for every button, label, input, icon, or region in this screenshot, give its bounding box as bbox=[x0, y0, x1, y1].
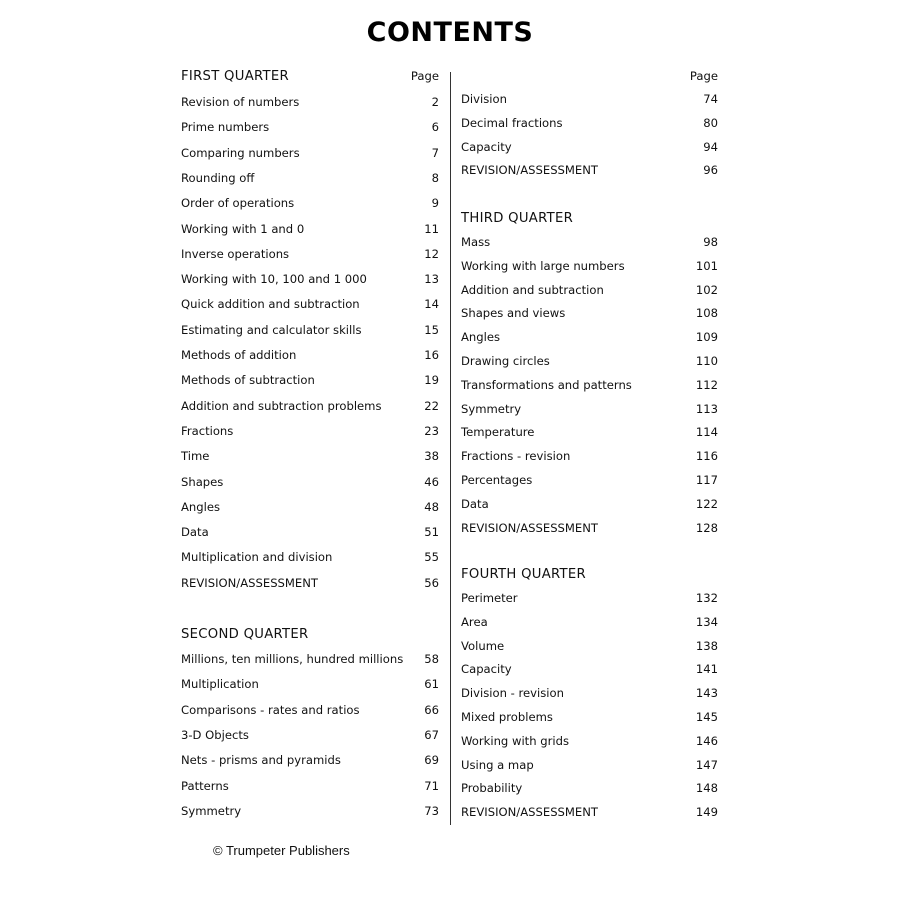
section-title: SECOND QUARTER bbox=[181, 626, 309, 642]
toc-entry-page: 66 bbox=[424, 702, 439, 717]
toc-entry-page: 73 bbox=[424, 803, 439, 818]
toc-entry-title: Shapes bbox=[181, 474, 224, 489]
toc-entry bbox=[181, 269, 439, 289]
toc-entry bbox=[181, 573, 439, 593]
toc-entry bbox=[181, 776, 439, 796]
toc-entry-page: 12 bbox=[424, 246, 439, 261]
toc-entry-page: 109 bbox=[695, 330, 718, 345]
toc-entry-title: Order of operations bbox=[181, 196, 295, 211]
toc-entry-title: Capacity bbox=[461, 139, 512, 154]
toc-entry-title: Multiplication and division bbox=[181, 550, 333, 565]
toc-entry-page: 48 bbox=[424, 499, 439, 514]
toc-entry bbox=[181, 92, 439, 112]
toc-entry bbox=[181, 143, 439, 163]
toc-entry-title: Methods of addition bbox=[181, 348, 297, 362]
toc-entry bbox=[461, 446, 718, 466]
toc-entry bbox=[461, 375, 718, 395]
toc-entry bbox=[461, 731, 718, 751]
toc-entry-title: REVISION/ASSESSMENT bbox=[461, 520, 598, 535]
page-column-header: Page bbox=[410, 69, 439, 83]
toc-entry bbox=[181, 193, 439, 213]
toc-entry-title: Comparisons - rates and ratios bbox=[181, 702, 360, 717]
toc-entry bbox=[461, 399, 718, 419]
toc-entry bbox=[181, 117, 439, 137]
toc-entry bbox=[181, 168, 439, 188]
page-column-header: Page bbox=[689, 69, 718, 83]
toc-entry bbox=[181, 446, 439, 466]
toc-entry-title: Revision of numbers bbox=[181, 95, 300, 109]
toc-entry-page: 69 bbox=[424, 753, 439, 768]
toc-entry-page: 113 bbox=[695, 401, 718, 416]
section-title: FOURTH QUARTER bbox=[461, 566, 586, 582]
toc-entry-title: REVISION/ASSESSMENT bbox=[461, 805, 598, 820]
toc-entry-title: Fractions - revision bbox=[461, 449, 571, 464]
section-heading-first-quarter bbox=[181, 66, 439, 86]
toc-entry bbox=[461, 327, 718, 347]
toc-entry bbox=[461, 422, 718, 442]
toc-entry-page: 16 bbox=[424, 348, 439, 362]
toc-entry-page: 146 bbox=[695, 733, 718, 748]
toc-entry-title: Comparing numbers bbox=[181, 145, 300, 160]
toc-entry-title: Using a map bbox=[461, 757, 534, 772]
page-title: CONTENTS bbox=[366, 17, 534, 48]
toc-entry-title: Angles bbox=[461, 330, 501, 345]
toc-entry bbox=[461, 588, 718, 608]
toc-entry-title: Multiplication bbox=[181, 677, 259, 692]
section-heading-fourth-quarter bbox=[461, 564, 718, 584]
toc-entry-title: Addition and subtraction bbox=[461, 282, 604, 297]
toc-entry-title: Division bbox=[461, 92, 507, 106]
toc-entry-page: 148 bbox=[695, 781, 718, 796]
toc-entry-page: 108 bbox=[695, 306, 718, 321]
toc-entry-page: 149 bbox=[695, 805, 718, 820]
toc-entry-page: 55 bbox=[424, 550, 439, 565]
toc-entry-page: 112 bbox=[695, 377, 718, 392]
toc-entry bbox=[461, 612, 718, 632]
toc-entry-title: Percentages bbox=[461, 473, 533, 487]
toc-entry-page: 61 bbox=[424, 677, 439, 692]
toc-entry-title: Millions, ten millions, hundred millions bbox=[181, 652, 404, 666]
toc-entry bbox=[461, 683, 718, 703]
toc-entry-title: Estimating and calculator skills bbox=[181, 322, 362, 337]
toc-entry-title: Working with large numbers bbox=[461, 258, 625, 273]
toc-entry-page: 56 bbox=[424, 575, 439, 590]
toc-entry-title: Addition and subtraction problems bbox=[181, 398, 382, 413]
toc-entry-page: 6 bbox=[431, 120, 439, 135]
toc-entry bbox=[181, 674, 439, 694]
toc-entry bbox=[181, 320, 439, 340]
toc-entry bbox=[181, 700, 439, 720]
toc-entry bbox=[181, 294, 439, 314]
toc-entry-title: Drawing circles bbox=[461, 354, 550, 368]
page-header-row bbox=[461, 66, 718, 86]
toc-entry-page: 138 bbox=[695, 638, 718, 653]
toc-entry-title: Quick addition and subtraction bbox=[181, 297, 360, 312]
toc-entry-page: 9 bbox=[431, 196, 439, 211]
toc-entry-page: 132 bbox=[695, 591, 718, 605]
toc-entry-page: 51 bbox=[424, 525, 439, 540]
toc-entry bbox=[461, 802, 718, 822]
toc-entry-page: 110 bbox=[695, 354, 718, 368]
toc-entry-title: Prime numbers bbox=[181, 120, 270, 135]
toc-entry-page: 15 bbox=[424, 322, 439, 337]
toc-entry-page: 14 bbox=[424, 297, 439, 312]
toc-entry-title: Symmetry bbox=[461, 401, 522, 416]
toc-entry bbox=[461, 232, 718, 252]
toc-entry bbox=[461, 707, 718, 727]
toc-entry bbox=[461, 137, 718, 157]
toc-entry-page: 38 bbox=[424, 449, 439, 464]
toc-entry-title: Volume bbox=[461, 638, 505, 653]
toc-entry-title: Fractions bbox=[181, 423, 234, 438]
toc-entry bbox=[461, 113, 718, 133]
toc-entry bbox=[461, 755, 718, 775]
toc-entry-title: Patterns bbox=[181, 778, 229, 793]
toc-entry bbox=[181, 396, 439, 416]
toc-entry-page: 101 bbox=[695, 258, 718, 273]
toc-entry-title: Capacity bbox=[461, 662, 512, 677]
toc-entry bbox=[181, 421, 439, 441]
toc-entry-page: 96 bbox=[703, 163, 718, 178]
toc-entry bbox=[461, 256, 718, 276]
toc-entry-page: 134 bbox=[695, 614, 718, 629]
toc-entry-page: 19 bbox=[424, 373, 439, 388]
column-divider bbox=[450, 72, 451, 825]
toc-entry-title: Rounding off bbox=[181, 170, 255, 185]
toc-entry-page: 114 bbox=[695, 425, 718, 440]
toc-entry bbox=[461, 636, 718, 656]
toc-entry-page: 71 bbox=[424, 778, 439, 793]
toc-entry-title: Perimeter bbox=[461, 591, 518, 605]
toc-entry-title: 3-D Objects bbox=[181, 727, 249, 742]
toc-entry bbox=[461, 518, 718, 538]
copyright-notice: © Trumpeter Publishers bbox=[213, 843, 350, 858]
toc-entry-page: 22 bbox=[424, 398, 439, 413]
toc-entry-title: Working with grids bbox=[461, 733, 570, 748]
toc-entry-title: Transformations and patterns bbox=[461, 377, 632, 392]
toc-entry bbox=[181, 472, 439, 492]
toc-entry-title: Inverse operations bbox=[181, 246, 290, 261]
toc-entry-page: 23 bbox=[424, 423, 439, 438]
toc-entry-page: 94 bbox=[703, 139, 718, 154]
toc-entry-title: Area bbox=[461, 614, 488, 629]
toc-entry bbox=[461, 778, 718, 798]
toc-entry-title: Data bbox=[181, 525, 209, 540]
toc-entry-title: REVISION/ASSESSMENT bbox=[461, 163, 598, 178]
toc-entry-title: Time bbox=[181, 449, 210, 464]
toc-entry-page: 8 bbox=[431, 170, 439, 185]
toc-entry-title: Methods of subtraction bbox=[181, 373, 315, 388]
toc-entry-page: 145 bbox=[695, 710, 718, 724]
toc-entry bbox=[181, 219, 439, 239]
toc-entry-page: 80 bbox=[703, 115, 718, 130]
toc-entry-page: 102 bbox=[695, 282, 718, 297]
toc-entry-page: 141 bbox=[695, 662, 718, 677]
toc-entry-page: 7 bbox=[431, 145, 439, 160]
toc-entry-page: 46 bbox=[424, 474, 439, 489]
toc-entry bbox=[461, 89, 718, 109]
toc-entry-page: 2 bbox=[431, 95, 439, 109]
toc-entry-title: Mixed problems bbox=[461, 710, 553, 724]
toc-entry bbox=[181, 801, 439, 821]
toc-entry bbox=[181, 497, 439, 517]
toc-entry-title: REVISION/ASSESSMENT bbox=[181, 575, 318, 590]
toc-entry-title: Nets - prisms and pyramids bbox=[181, 753, 341, 768]
toc-entry-title: Decimal fractions bbox=[461, 115, 563, 130]
toc-entry bbox=[181, 725, 439, 745]
toc-entry bbox=[181, 345, 439, 365]
toc-entry-title: Division - revision bbox=[461, 686, 564, 701]
toc-entry-title: Shapes and views bbox=[461, 306, 566, 321]
section-heading-third-quarter bbox=[461, 208, 718, 228]
toc-entry bbox=[461, 351, 718, 371]
toc-entry-page: 128 bbox=[695, 520, 718, 535]
toc-entry bbox=[181, 547, 439, 567]
toc-entry bbox=[461, 470, 718, 490]
toc-entry-page: 13 bbox=[424, 272, 439, 287]
toc-entry-page: 98 bbox=[703, 235, 718, 249]
toc-entry-page: 11 bbox=[424, 221, 439, 236]
toc-entry bbox=[181, 370, 439, 390]
toc-entry-page: 58 bbox=[424, 652, 439, 666]
toc-entry-title: Probability bbox=[461, 781, 523, 796]
toc-entry-page: 116 bbox=[695, 449, 718, 464]
toc-entry bbox=[181, 244, 439, 264]
section-heading-second-quarter bbox=[181, 624, 439, 644]
toc-entry-page: 147 bbox=[695, 757, 718, 772]
section-title: FIRST QUARTER bbox=[181, 68, 289, 84]
toc-entry-title: Symmetry bbox=[181, 803, 242, 818]
toc-entry bbox=[181, 750, 439, 770]
toc-entry bbox=[461, 494, 718, 514]
toc-entry-page: 122 bbox=[695, 496, 718, 511]
toc-entry bbox=[461, 303, 718, 323]
toc-entry-page: 117 bbox=[695, 473, 718, 487]
toc-entry-title: Angles bbox=[181, 499, 221, 514]
toc-entry-title: Data bbox=[461, 496, 489, 511]
toc-entry bbox=[461, 659, 718, 679]
toc-entry-page: 74 bbox=[703, 92, 718, 106]
toc-entry-title: Working with 1 and 0 bbox=[181, 221, 305, 236]
toc-entry-title: Temperature bbox=[461, 425, 535, 440]
toc-entry-title: Mass bbox=[461, 235, 491, 249]
toc-entry bbox=[181, 522, 439, 542]
toc-entry bbox=[461, 160, 718, 180]
toc-entry-page: 67 bbox=[424, 727, 439, 742]
toc-entry bbox=[181, 649, 439, 669]
toc-entry bbox=[461, 280, 718, 300]
toc-entry-page: 143 bbox=[695, 686, 718, 701]
toc-entry-title: Working with 10, 100 and 1 000 bbox=[181, 272, 367, 287]
section-title: THIRD QUARTER bbox=[461, 210, 574, 226]
